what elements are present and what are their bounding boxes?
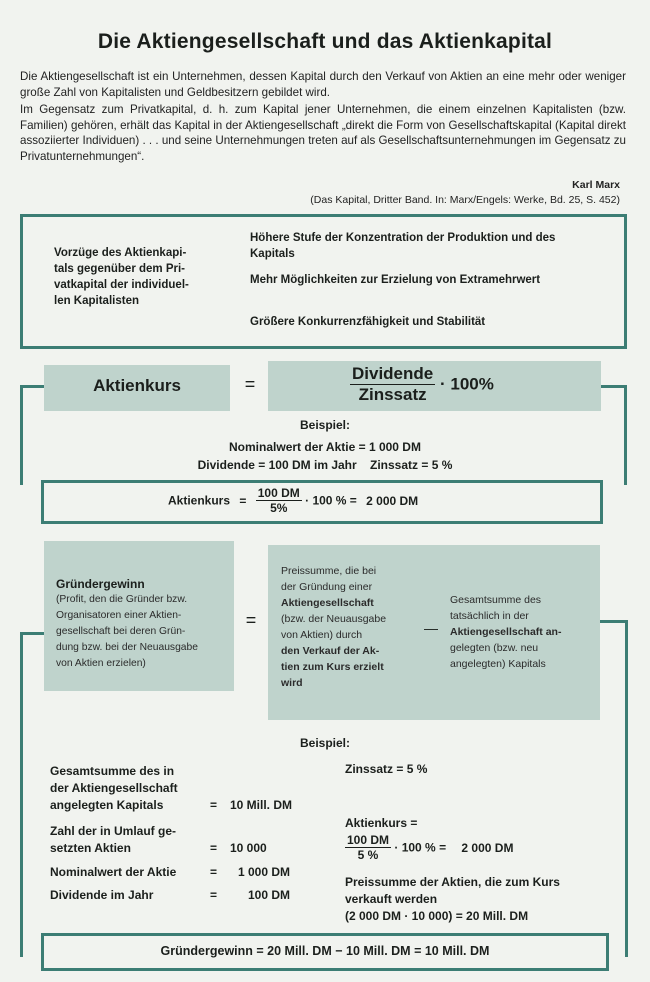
- result-numerator: 100 DM: [257, 486, 300, 500]
- result-denominator: 5%: [270, 501, 288, 515]
- intro-paragraph-2: Im Gegensatz zum Privatkapital, d. h. zum Kapital jener Unternehmen, die einem einzelnen Kapitalisten (bzw. Familien) gehören, erhält das Kapital in der Aktiengesellschaft „direkt die Form von Gesellschaftskapital (Kapital direkt assoziierter Individuen) . . . und seine Unternehmungen treten auf als Gesellschaftsunternehmungen im Gegensatz zu Privatunternehmungen“.: [20, 103, 626, 163]
- preissumme-line: tien zum Kurs erzielt: [281, 661, 384, 673]
- example1-result: [168, 486, 418, 515]
- gesamtsumme-line: tatsächlich in der: [450, 610, 529, 622]
- example1-line2: [0, 457, 650, 474]
- gesamtsumme-line: gelegten (bzw. neu: [450, 642, 539, 654]
- ex2-aktien-label: [50, 823, 220, 857]
- intro-paragraph-1: Die Aktiengesellschaft ist ein Unternehmen, dessen Kapital durch den Verkauf von Aktien an eine mehr oder weniger große Zahl von Kapitalisten und Geldbesitzern gebildet wird.: [20, 70, 626, 99]
- ex2-kurs-value: 2 000 DM: [461, 840, 514, 855]
- gesamtsumme-line: Gesamtsumme des: [450, 594, 542, 606]
- gruender-minus: —: [424, 620, 438, 636]
- ex2-label-line: der Aktiengesellschaft: [50, 781, 178, 795]
- gruender-line: von Aktien erzielen): [56, 658, 146, 669]
- ex2-preissumme-line: Preissumme der Aktien, die zum Kurs: [345, 875, 560, 889]
- ex2-zinssatz: Zinssatz = 5 %: [345, 762, 428, 776]
- ex2-dividende-eq: =: [210, 888, 218, 902]
- ex2-preissumme-line: (2 000 DM · 10 000) = 20 Mill. DM: [345, 909, 529, 923]
- advantages-item-1: Höhere Stufe der Konzentration der Produktion und des Kapitals: [250, 232, 556, 260]
- ex2-kapital-eq: =: [210, 798, 218, 812]
- example1-heading: Beispiel:: [299, 418, 350, 432]
- ex2-kurs-numerator: 100 DM: [347, 833, 390, 847]
- advantages-heading: [54, 245, 234, 309]
- advantages-item-2: Mehr Möglichkeiten zur Erzielung von Extramehrwert: [250, 274, 541, 286]
- preissumme-line: den Verkauf der Ak-: [281, 645, 380, 657]
- preissumme-text: [281, 563, 416, 691]
- quote-source: (Das Kapital, Dritter Band. In: Marx/Engels: Werke, Bd. 25, S. 452): [310, 194, 620, 206]
- frame-line-top-right: [598, 385, 627, 388]
- result-lhs: Aktienkurs: [168, 493, 231, 508]
- gruendergewinn-title: Gründergewinn: [56, 577, 145, 591]
- frame-line-top-left: [20, 385, 45, 388]
- advantages-heading-line: Vorzüge des Aktienkapi-: [54, 247, 187, 259]
- ex2-label-line: angelegten Kapitals: [50, 798, 164, 812]
- formula-fraction: [350, 364, 494, 405]
- ex2-aktien-value: 10 000: [230, 841, 267, 855]
- ex2-nominal-value: 1 000 DM: [238, 865, 291, 879]
- result-value: 2 000 DM: [366, 493, 419, 508]
- ex2-nominal-eq: =: [210, 865, 218, 879]
- preissumme-line: Preissumme, die bei: [281, 565, 377, 577]
- ex2-label-line: Gesamtsumme des in: [50, 764, 175, 778]
- ex2-kurs-formula: [345, 833, 513, 862]
- ex2-nominal-label: Nominalwert der Aktie: [50, 865, 177, 879]
- example1-zinssatz: Zinssatz = 5 %: [370, 458, 453, 472]
- ex2-label-line: Zahl der in Umlauf ge-: [50, 824, 177, 838]
- ex2-kurs-label: Aktienkurs =: [345, 816, 418, 830]
- example2-heading: Beispiel:: [299, 736, 350, 750]
- preissumme-line: Aktiengesellschaft: [281, 597, 374, 609]
- gruender-line: dung bzw. bei der Neuausgabe: [56, 642, 198, 653]
- formula-denominator: Zinssatz: [358, 385, 427, 404]
- preissumme-line: der Gründung einer: [281, 581, 373, 593]
- ex2-kurs-tail: · 100 % =: [394, 840, 447, 855]
- frame2-line-top-left: [20, 632, 44, 635]
- example1-line1: Nominalwert der Aktie = 1 000 DM: [229, 440, 421, 454]
- quote-author: Karl Marx: [572, 179, 620, 191]
- gruender-line: Organisatoren einer Aktien-: [56, 610, 182, 621]
- gesamtsumme-line: Aktiengesellschaft an-: [450, 626, 562, 638]
- ex2-dividende-label: Dividende im Jahr: [50, 888, 154, 902]
- formula-tail: · 100%: [439, 374, 494, 394]
- gruender-line: gesellschaft bei deren Grün-: [56, 626, 186, 637]
- ex2-preissumme: [345, 874, 615, 925]
- final-result: Gründergewinn = 20 Mill. DM − 10 Mill. DM = 10 Mill. DM: [160, 944, 490, 958]
- preissumme-line: wird: [281, 677, 303, 689]
- aktienkurs-label: Aktienkurs: [93, 376, 181, 395]
- gruender-line: (Profit, den die Gründer bzw.: [56, 594, 188, 605]
- ex2-preissumme-line: verkauft werden: [345, 892, 438, 906]
- ex2-kapital-label: [50, 763, 220, 814]
- frame2-line-top-right: [600, 620, 628, 623]
- frame2-line-left: [20, 632, 23, 957]
- advantages-heading-line: tals gegenüber dem Pri-: [54, 263, 186, 275]
- preissumme-line: von Aktien) durch: [281, 629, 363, 641]
- result-tail: · 100 % =: [305, 493, 357, 508]
- gesamtsumme-line: angelegten) Kapitals: [450, 658, 546, 670]
- gruender-equals: =: [245, 610, 257, 630]
- formula-numerator: Dividende: [352, 364, 434, 383]
- result-eq: =: [239, 493, 247, 508]
- gruendergewinn-desc: [56, 592, 228, 672]
- ex2-kurs-denominator: 5 %: [357, 848, 379, 862]
- gesamtsumme-text: [450, 592, 580, 672]
- advantages-heading-line: vatkapital der individuel-: [54, 279, 189, 291]
- example1-dividende: Dividende = 100 DM im Jahr: [197, 458, 357, 472]
- page-title: Die Aktiengesellschaft und das Aktienkapital: [97, 30, 553, 53]
- ex2-dividende-value: 100 DM: [248, 888, 291, 902]
- ex2-label-line: setzten Aktien: [50, 841, 131, 855]
- advantages-item-3: Größere Konkurrenzfähigkeit und Stabilität: [250, 316, 486, 328]
- formula-equals: =: [244, 374, 256, 394]
- frame2-line-right: [625, 620, 628, 957]
- advantages-heading-line: len Kapitalisten: [54, 295, 139, 307]
- ex2-kapital-value: 10 Mill. DM: [230, 798, 293, 812]
- ex2-aktien-eq: =: [210, 841, 218, 855]
- preissumme-line: (bzw. der Neuausgabe: [281, 613, 387, 625]
